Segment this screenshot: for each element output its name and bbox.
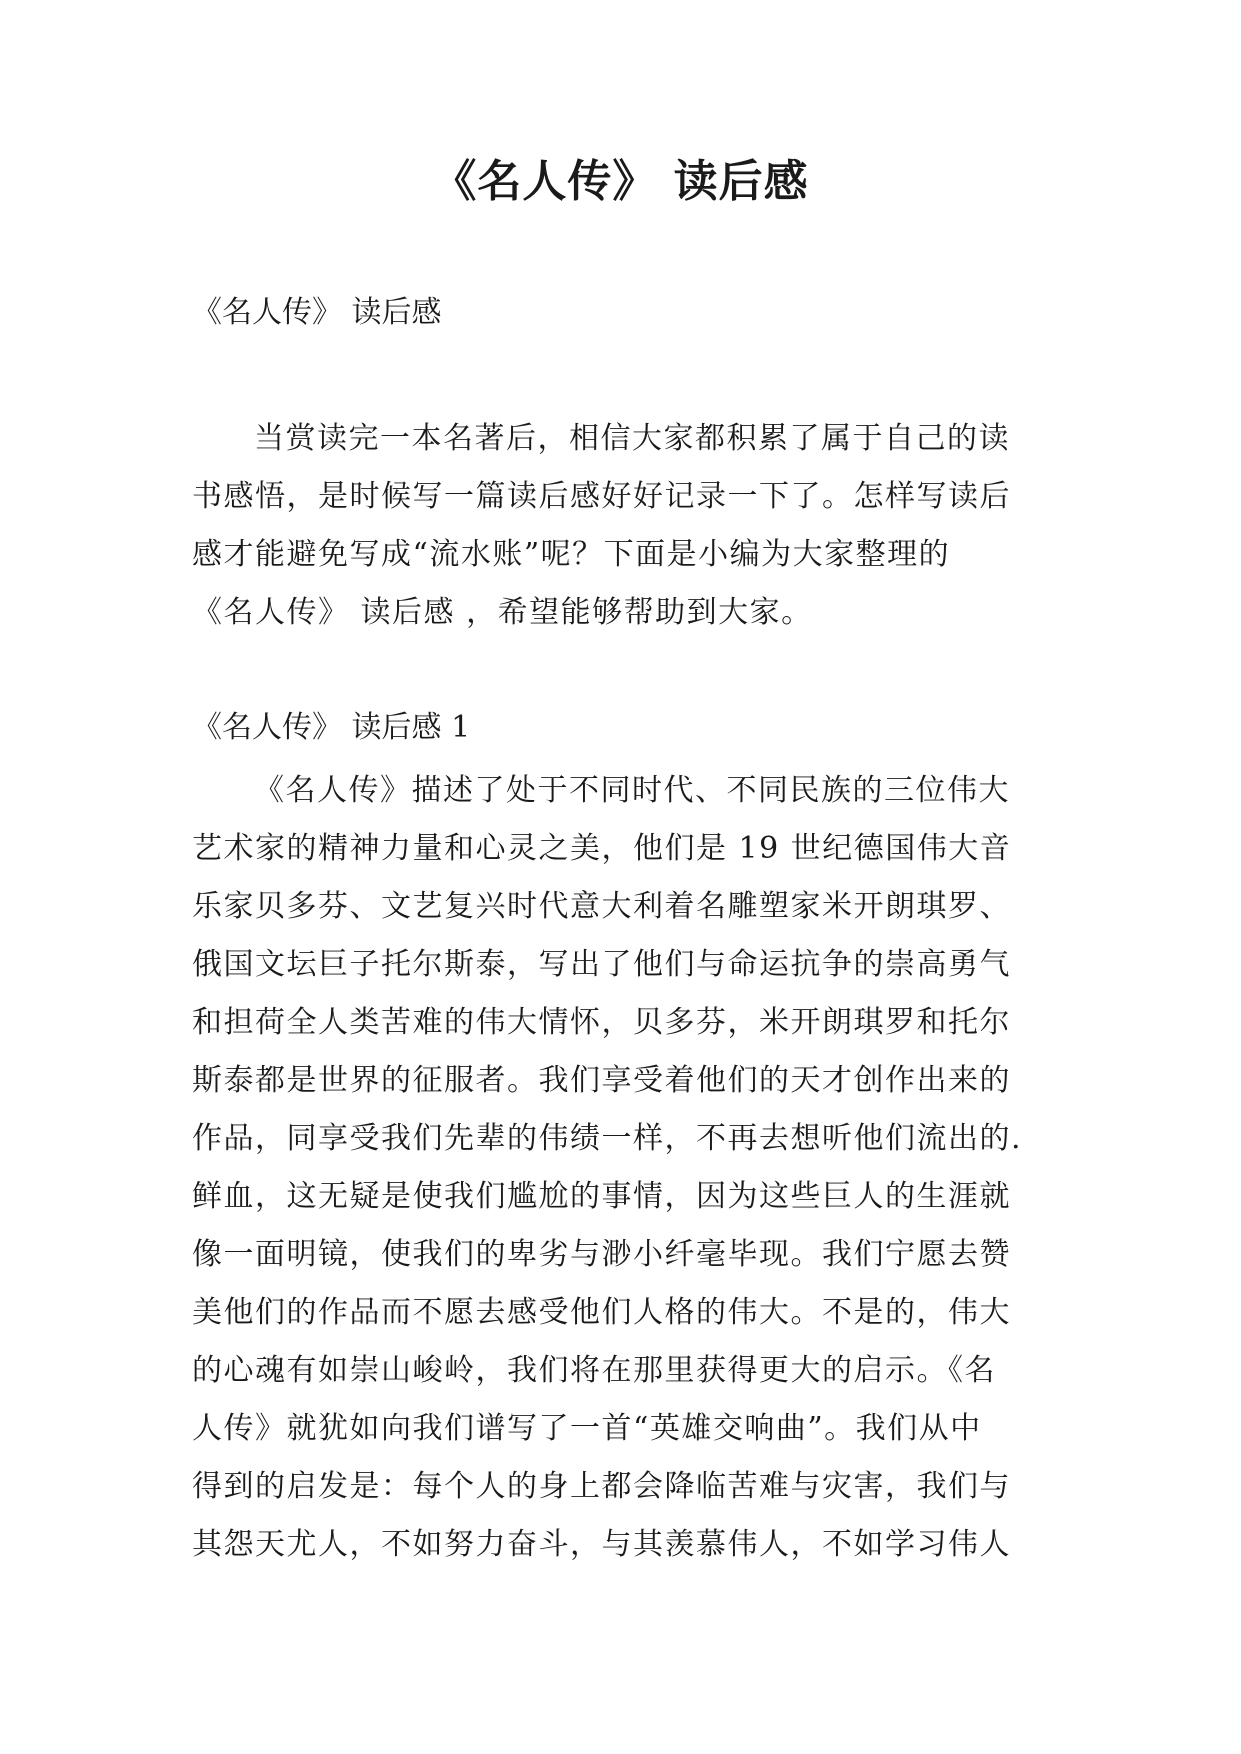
- body-line: 和担荷全人类苦难的伟大情怀，贝多芬，米开朗琪罗和托尔: [192, 1005, 1011, 1040]
- body-line: 俄国文坛巨子托尔斯泰，写出了他们与命运抗争的崇高勇气: [192, 947, 1011, 982]
- body-line: 艺术家的精神力量和心灵之美，他们是 19 世纪德国伟大音: [192, 831, 1012, 866]
- body-line: 像一面明镜，使我们的卑劣与渺小纤毫毕现。我们宁愿去赞: [192, 1237, 1011, 1272]
- body-line: 美他们的作品而不愿去感受他们人格的伟大。不是的，伟大: [192, 1295, 1011, 1330]
- body-line: 鲜血，这无疑是使我们尴尬的事情，因为这些巨人的生涯就: [192, 1179, 1011, 1214]
- body-line: 得到的启发是：每个人的身上都会降临苦难与灾害，我们与: [192, 1469, 1011, 1504]
- intro-paragraph: [192, 410, 1072, 642]
- section-heading: 《名人传》 读后感 1: [192, 710, 471, 745]
- body-line: 斯泰都是世界的征服者。我们享受着他们的天才创作出来的: [192, 1063, 1011, 1098]
- intro-line: 当赏读完一本名著后，相信大家都积累了属于自己的读: [254, 421, 1010, 456]
- intro-line: 书感悟，是时候写一篇读后感好好记录一下了。怎样写读后: [192, 479, 1011, 514]
- body-paragraph: [192, 762, 1092, 1574]
- body-line: 人传》就犹如向我们谱写了一首“英雄交响曲”。我们从中: [192, 1411, 982, 1446]
- body-line: 作品，同享受我们先辈的伟绩一样，不再去想听他们流出的.: [192, 1121, 1023, 1156]
- body-line: 乐家贝多芬、文艺复兴时代意大利着名雕塑家米开朗琪罗、: [192, 889, 1011, 924]
- intro-line: 感才能避免写成“流水账”呢？下面是小编为大家整理的: [192, 537, 951, 572]
- body-line: 的心魂有如崇山峻岭，我们将在那里获得更大的启示。《名: [192, 1353, 996, 1388]
- body-line: 其怨天尤人，不如努力奋斗，与其羡慕伟人，不如学习伟人: [192, 1527, 1011, 1562]
- page-title: 《名人传》 读后感: [432, 156, 809, 207]
- document-subtitle: 《名人传》 读后感: [192, 295, 442, 330]
- body-line: 《名人传》描述了处于不同时代、不同民族的三位伟大: [254, 773, 1010, 808]
- intro-line: 《名人传》 读后感 ，希望能够帮助到大家。: [192, 595, 813, 630]
